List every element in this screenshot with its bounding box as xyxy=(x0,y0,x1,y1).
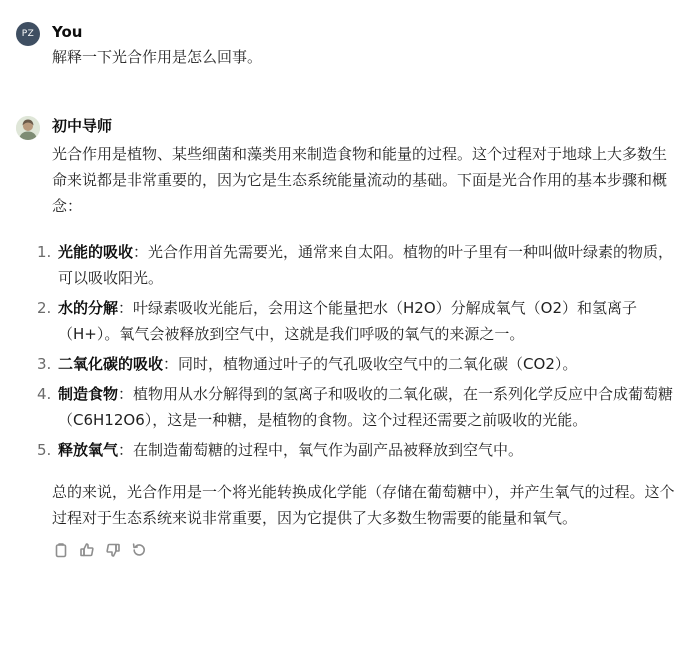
user-author-name: You xyxy=(52,23,83,41)
assistant-author-name: 初中导师 xyxy=(52,117,113,135)
list-item-term: 水的分解 xyxy=(58,299,119,317)
list-item-term: 制造食物 xyxy=(58,385,119,403)
user-avatar[interactable] xyxy=(16,22,40,46)
list-item-number: 5. xyxy=(37,441,52,459)
list-item-term: 释放氧气 xyxy=(58,441,119,459)
list-item-text: 在制造葡萄糖的过程中，氧气作为副产品被释放到空气中。 xyxy=(133,441,524,459)
list-item-text: 叶绿素吸收光能后，会用这个能量把水（H2O）分解成氧气（O2）和氢离子（H+）。氧气会被释放到空气中，这就是我们呼吸的氧气的来源之一。 xyxy=(58,299,638,343)
list-item xyxy=(37,295,677,347)
list-item-separator: ： xyxy=(163,355,179,373)
list-item-text: 光合作用首先需要光，通常来自太阳。植物的叶子里有一种叫做叶绿素的物质，可以吸收阳光。 xyxy=(58,243,674,287)
assistant-summary-paragraph: 总的来说，光合作用是一个将光能转换成化学能（存储在葡萄糖中），并产生氧气的过程。这个过程对于生态系统来说非常重要，因为它提供了大多数生物需要的能量和氧气。 xyxy=(52,483,675,527)
list-item xyxy=(37,381,677,433)
steps-list xyxy=(37,239,677,463)
assistant-message-body xyxy=(37,114,677,558)
assistant-avatar[interactable] xyxy=(16,116,40,140)
assistant-intro-paragraph: 光合作用是植物、某些细菌和藻类用来制造食物和能量的过程。这个过程对于地球上大多数生命来说都是非常重要的，因为它是生态系统能量流动的基础。下面是光合作用的基本步骤和概念： xyxy=(52,145,668,215)
user-message-body xyxy=(52,20,677,70)
copy-icon[interactable] xyxy=(52,541,69,558)
message-actions xyxy=(52,541,677,558)
list-item-text: 植物用从水分解得到的氢离子和吸收的二氧化碳，在一系列化学反应中合成葡萄糖（C6H12O6），这是一种糖，是植物的食物。这个过程还需要之前吸收的光能。 xyxy=(58,385,674,429)
list-item-text: 同时，植物通过叶子的气孔吸收空气中的二氧化碳（CO2）。 xyxy=(178,355,578,373)
list-item xyxy=(37,351,677,377)
thumbs-down-icon[interactable] xyxy=(104,541,121,558)
user-avatar-initials: PZ xyxy=(21,29,35,39)
user-message-text: 解释一下光合作用是怎么回事。 xyxy=(52,48,263,66)
list-item-number: 4. xyxy=(37,385,52,403)
list-item-number: 1. xyxy=(37,243,52,261)
list-item-term: 二氧化碳的吸收 xyxy=(58,355,164,373)
tutor-portrait-icon xyxy=(16,116,40,140)
list-item-separator: ： xyxy=(118,441,134,459)
list-item-number: 3. xyxy=(37,355,52,373)
list-item-separator: ： xyxy=(118,385,134,403)
thumbs-up-icon[interactable] xyxy=(78,541,95,558)
regenerate-icon[interactable] xyxy=(130,541,147,558)
list-item-term: 光能的吸收 xyxy=(58,243,134,261)
list-item-number: 2. xyxy=(37,299,52,317)
list-item-separator: ： xyxy=(133,243,149,261)
list-item xyxy=(37,437,677,463)
list-item xyxy=(37,239,677,291)
user-message xyxy=(16,20,677,70)
assistant-message xyxy=(16,114,677,558)
list-item-separator: ： xyxy=(118,299,134,317)
